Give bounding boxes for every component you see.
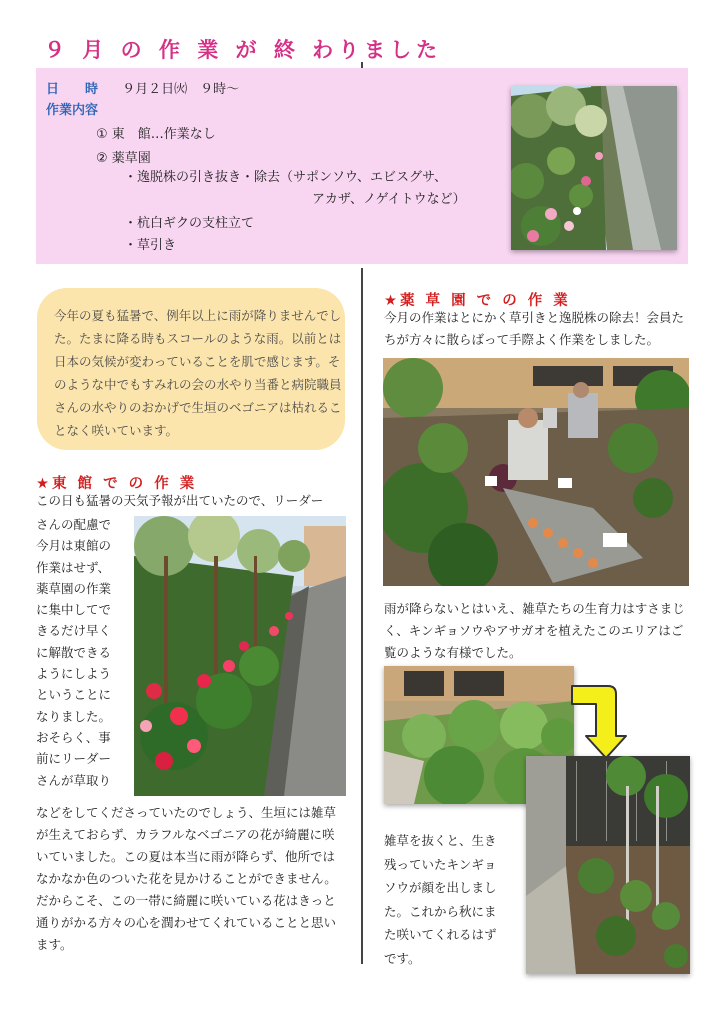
east-narrow-line: 今月は東館の [36, 538, 112, 554]
work-item: ② 薬草園 [96, 151, 151, 166]
work-label: 作業内容 [46, 103, 99, 118]
herb-garden-image [383, 358, 689, 586]
east-body: などをしてくださっていたのでしょう、生垣には雑草が生えておらず、カラフルなベゴニアの花が綺麗に咲いていました。この夏は本当に雨が降らず、他所ではなかなか色のついた花を見かけることができません。だからこそ、この一帯に綺麗に咲いている花はきっと通りがかる方々の心を潤わせてくれていることと思います。 [36, 805, 337, 952]
date-row [46, 78, 239, 97]
east-narrow-line: ようにしよう [36, 666, 112, 682]
work-item: ・杭白ギクの支柱立て [124, 216, 255, 231]
callout-text: 今年の夏も猛暑で、例年以上に雨が降りませんでした。たまに降る時もスコールのような雨。以前とは日本の気候が変わっていることを肌で感じます。そのような中でもすみれの会の水やり当番と病院職員さんの水やりのおかげで生垣のベゴニアは枯れることなく咲いています。 [54, 308, 342, 438]
herb-middle: 雨が降らないとはいえ、雑草たちの生育力はすさまじく、キンギョソウやアサガオを植えたこのエリアはご覧のような有様でした。 [384, 601, 685, 660]
herb-after-line: ソウが顔を出しまし [384, 880, 497, 895]
herb-after-line: た咲いてくれるはず [384, 927, 497, 942]
east-narrow-line: に集中してで [36, 602, 112, 618]
hedge-photo-header-image [511, 86, 677, 250]
column-divider [361, 268, 363, 964]
east-narrow-line: に解散できる [36, 644, 112, 660]
east-narrow-line: なりました。 [36, 708, 112, 724]
herb-garden-heading: ★薬 草 園 で の 作 業 [384, 293, 571, 309]
east-narrow-line: さんが草取り [36, 772, 112, 788]
east-narrow-line: 前にリーダー [36, 751, 112, 767]
east-narrow-line: おそらく、事 [36, 729, 111, 745]
east-narrow-line: きるだけ早く [36, 623, 112, 639]
herb-after-line: た。これから秋にま [384, 903, 497, 919]
work-item: アカザ、ノゲイトウなど） [312, 192, 466, 207]
herb-after-line: 残っていたキンギョ [384, 856, 497, 872]
herb-intro: 今月の作業はとにかく草引きと逸脱株の除去！会員たちが方々に散らばって手際よく作業をしました。 [384, 310, 685, 347]
east-narrow-line: さんの配慮で [36, 517, 112, 532]
herb-garden-photo [383, 358, 689, 586]
weeds-after-photo [526, 756, 690, 974]
work-item: ① 東 館…作業なし [96, 127, 216, 142]
work-item: ・草引き [124, 238, 177, 253]
arrow-down-shape [568, 682, 630, 762]
date-label: 日 時 [46, 82, 99, 97]
herb-after-line: です。 [384, 950, 421, 966]
herb-after-text [384, 829, 524, 970]
east-intro: この日も猛暑の天気予報が出ていたので、リーダー [36, 493, 324, 508]
date-value: ９月２日㈫ ９時～ [122, 82, 240, 97]
hedge-photo-header [511, 86, 677, 250]
east-narrow-line: 薬草園の作業 [36, 580, 112, 596]
work-item: ・逸脱株の引き抜き・除去（サポンソウ、エビスグサ、 [124, 170, 448, 185]
herb-after-line: 雑草を抜くと、生き [384, 833, 497, 848]
east-narrow-line: 作業はせず、 [36, 559, 111, 575]
east-narrow-text [36, 514, 132, 791]
east-narrow-line: ということに [36, 687, 112, 703]
begonia-hedge-image [134, 516, 346, 796]
page-title: ９ 月 の 作 業 が 終 わりました [44, 38, 443, 62]
east-building-heading: ★東 館 で の 作 業 [36, 476, 198, 492]
arrow-down-icon [568, 682, 630, 762]
begonia-hedge-photo [134, 516, 346, 796]
weeds-after-image [526, 756, 690, 974]
